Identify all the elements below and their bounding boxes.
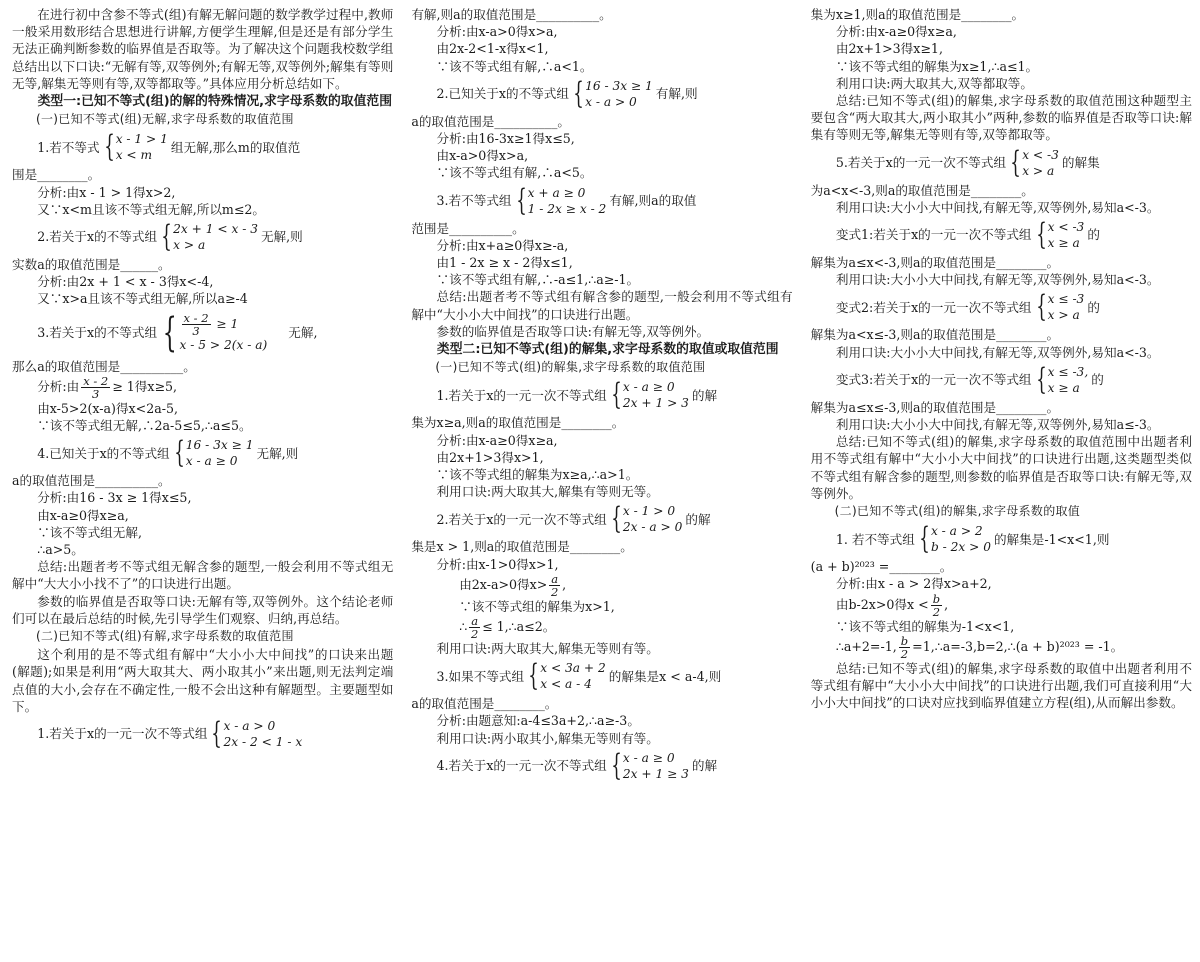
q3-denominator: 3 [192, 324, 200, 339]
type2-heading: 类型二:已知不等式(组)的解集,求字母系数的取值或取值范围 [436, 342, 779, 358]
variant3-question [811, 363, 1192, 397]
intro-paragraph: 在进行初中含参不等式(组)有解无解问题的数学教学过程中,教师一般采用数形结合思想进行讲解,方便学生理解,但是还是有部分学生无法正确判断参数的临界值是否取等。为了解决这个问题我校数学组总结出以下口诀:“无解有等,双等例外;有解无等,双等例外;解集有等则无等,解集无等则有等,双等都取等。”具体应用分析总结如下。 [12, 7, 394, 91]
q3-analysis: 由1 - 2x ≥ x - 2得x≤1, [436, 255, 573, 271]
q3-analysis-denominator: 3 [92, 386, 100, 401]
column-3 [811, 6, 1192, 962]
q6-fraction [899, 635, 910, 660]
variant2-row2: x > a [1047, 308, 1080, 323]
q5-question [12, 717, 393, 751]
q2-row2: x - a > 0 [585, 94, 637, 109]
variant1-text: 变式1:若关于x的一元一次不等式组 [835, 227, 1032, 243]
q3-blank: 范围是__________。 [411, 220, 525, 236]
q3-row1-rel: ≥ 1 [216, 317, 239, 332]
q2-question [12, 220, 393, 254]
q6-analysis: 分析:由x - a > 2得x>a+2, [835, 576, 992, 592]
q6-analysis-text-tail: =1,∴a=-3,b=2,∴(a + b)²⁰²³ = -1。 [912, 638, 1124, 654]
q1-blank: 围是________。 [12, 167, 101, 183]
q7-question [411, 749, 792, 783]
q2-analysis: ∵该不等式组有解,∴a<5。 [436, 165, 593, 181]
variant3-blank: 解集为a≤x≤-3,则a的取值范围是________。 [810, 399, 1060, 415]
q6-row1: x < 3a + 2 [540, 661, 606, 676]
q2-row1: 16 - 3x ≥ 1 [585, 78, 653, 93]
q6-analysis-text: 由b-2x>0得x < [835, 596, 929, 612]
q2-text-tail: 有解,则 [655, 86, 698, 102]
variant3-row1: x ≤ -3, [1047, 364, 1089, 379]
q5-fraction [549, 573, 560, 598]
q2-blank: a的取值范围是__________。 [411, 113, 570, 129]
variant2-question [811, 290, 1192, 324]
q5-denominator: 2 [470, 627, 479, 642]
variant2-mnemonic: 利用口诀:大小小大中间找,有解无等,双等例外,易知a<-3。 [835, 344, 1160, 360]
q6-row2: x < a - 4 [540, 677, 592, 692]
variant1-system: { x < -3 x ≥ a [1035, 217, 1085, 253]
q1-text-tail: 组无解,那么m的取值范 [170, 139, 301, 155]
q1-analysis: 分析:由x-a>0得x>a, [436, 24, 558, 40]
explanation-paragraph: 这个利用的是不等式组有解中“大小小大中间找”的口诀来出题(解题);如果是利用“两大取其大、两小取其小”来出题,则无法判定端点值的大小,会存在不确定性,一般不会出这种有解题型。主要题型如下。 [12, 647, 394, 714]
q6-denominator: 2 [900, 646, 909, 661]
q4-row1: 16 - 3x ≥ 1 [185, 438, 254, 453]
q2-analysis: 分析:由2x + 1 < x - 3得x<-4, [37, 274, 214, 290]
q4-system: { x - a ≥ 0 2x + 1 > 3 [611, 377, 689, 413]
q5-row2: 2x - 2 < 1 - x [223, 735, 303, 750]
q6-system: { x - a > 2 b - 2x > 0 [919, 521, 991, 557]
variant2-text-tail: 的 [1087, 299, 1100, 315]
q5-question [411, 502, 792, 536]
q3-text-tail: 有解,则a的取值 [609, 193, 697, 209]
q4-analysis: 由2x+1>3得x≥1, [835, 41, 943, 57]
q4-analysis: ∵该不等式组的解集为x≥1,∴a≤1。 [835, 58, 1039, 74]
variant2-system: { x ≤ -3 x > a [1035, 289, 1085, 325]
q2-system: { 2x + 1 < x - 3 x > a [161, 219, 258, 255]
section-has-solution-heading: (二)已知不等式(组)有解,求字母系数的取值范围 [36, 629, 294, 644]
q5-analysis [411, 615, 792, 640]
q6-numerator: b [900, 633, 909, 648]
summary-paragraph: 总结:已知不等式(组)的解集,求字母系数的取值范围这种题型主要包含“两大取其大,两小取其小”两种,参数的临界值是否取等口诀:解集有等则无等,解集无等则有等,双等都取等。 [810, 93, 1192, 143]
section-solution-set-range-heading: (一)已知不等式(组)的解集,求字母系数的取值范围 [435, 360, 706, 375]
q5-system: { x < -3 x > a [1010, 144, 1059, 180]
q5-row1: x - a > 0 [223, 719, 276, 734]
q3-fraction [182, 312, 211, 337]
summary-paragraph: 参数的临界值是否取等口诀:有解无等,双等例外。 [436, 323, 710, 339]
q3-analysis: ∵该不等式组无解,∴2a-5≤5,∴a≤5。 [37, 418, 252, 434]
q3-analysis: ∵该不等式组有解,∴-a≤1,∴a≥-1。 [436, 272, 640, 288]
q3-row2: x - 5 > 2(x - a) [179, 338, 268, 353]
q5-blank: 为a<x<-3,则a的取值范围是________。 [810, 182, 1034, 198]
variant1-row2: x ≥ a [1047, 236, 1080, 251]
q5-text: 2.若关于x的一元一次不等式组 [436, 511, 607, 527]
q5-system: { x - 1 > 0 2x - a > 0 [611, 501, 683, 537]
q6-analysis [811, 635, 1192, 660]
q3-analysis-text-tail: ≥ 1得x≥5, [112, 378, 178, 394]
variant3-text: 变式3:若关于x的一元一次不等式组 [835, 372, 1032, 388]
q3-question [12, 310, 393, 356]
q4-analysis: ∵该不等式组的解集为x≥a,∴a>1。 [436, 467, 639, 483]
q5-text-tail: 的解集 [1061, 155, 1100, 171]
column-1 [12, 6, 393, 962]
summary-paragraph: 总结:已知不等式(组)的解集,求字母系数的取值范围中出题者利用不等式组有解中“大小小大中间找”的口诀进行出题,这类题型类似不等式组有解含参的题型,则参数的临界值是否取等口诀:有解无等,双等例外。 [810, 434, 1192, 501]
q6-blank: a的取值范围是________。 [411, 696, 558, 712]
q5-row2: 2x - a > 0 [622, 520, 683, 535]
q2-analysis: 又∵x>a且该不等式组无解,所以a≥-4 [37, 291, 248, 307]
variant3-text-tail: 的 [1091, 372, 1104, 388]
q7-text-tail: 的解 [691, 758, 718, 774]
q6-denominator: 2 [932, 604, 941, 619]
q2-question [411, 77, 792, 111]
q5-analysis [411, 573, 792, 598]
q4-mnemonic: 利用口诀:两大取其大,双等都取等。 [835, 75, 1033, 91]
q3-text-tail: 无解, [288, 325, 318, 341]
q5-text: 1.若关于x的一元一次不等式组 [37, 726, 208, 742]
q4-mnemonic: 利用口诀:两大取其大,解集有等则无等。 [436, 484, 659, 500]
q1-row1: x - 1 > 1 [115, 132, 168, 147]
q5-numerator: a [471, 614, 479, 629]
q3-text: 3.若不等式组 [436, 193, 512, 209]
variant1-question [811, 218, 1192, 252]
q7-row1: x - a ≥ 0 [622, 750, 675, 765]
q4-analysis: 分析:由x-a≥0得x≥a, [835, 24, 957, 40]
q7-text: 4.若关于x的一元一次不等式组 [436, 758, 607, 774]
q4-system: { 16 - 3x ≥ 1 x - a ≥ 0 [173, 435, 254, 471]
q6-analysis-text: ∴a+2=-1, [835, 638, 897, 654]
q4-text: 4.已知关于x的不等式组 [37, 445, 170, 461]
q6-analysis [811, 593, 1192, 618]
q4-question [411, 378, 792, 412]
variant3-mnemonic: 利用口诀:大小小大中间找,有解无等,双等例外,易知a≤-3。 [835, 417, 1160, 433]
q2-system: { 16 - 3x ≥ 1 x - a > 0 [573, 75, 653, 111]
q5-question [811, 146, 1192, 180]
q2-text: 2.若关于x的不等式组 [37, 229, 158, 245]
q4-row2: x - a ≥ 0 [185, 454, 238, 469]
q4-text-tail: 的解 [691, 387, 718, 403]
q3-text: 3.若关于x的不等式组 [37, 325, 158, 341]
q5-mnemonic: 利用口诀:两大取其大,解集无等则有等。 [436, 641, 659, 657]
q6-numerator: b [932, 591, 941, 606]
summary-paragraph: 参数的临界值是否取等口诀:无解有等,双等例外。这个结论老师们可以在最后总结的时候,先引导学生们观察、归纳,再总结。 [12, 593, 394, 626]
type1-heading: 类型一:已知不等式(组)的解的特殊情况,求字母系数的取值范围 [37, 94, 392, 110]
q6-system: { x < 3a + 2 x < a - 4 [528, 658, 606, 694]
q6-analysis-text-tail: , [944, 596, 949, 612]
q4-row1: x - a ≥ 0 [622, 380, 675, 395]
q6-question [811, 522, 1192, 556]
q2-row1: 2x + 1 < x - 3 [173, 222, 258, 237]
q6-analysis: ∵该不等式组的解集为-1<x<1, [835, 618, 1015, 634]
q3-system: { $\frac{x - 2}{3}$ ≥ 1 x - 5 > 2(x - a) [162, 309, 268, 356]
q4-row2: 2x + 1 > 3 [622, 396, 689, 411]
q3-row2: 1 - 2x ≥ x - 2 [527, 201, 607, 216]
q1-analysis: 又∵x<m且该不等式组无解,所以m≤2。 [37, 201, 266, 217]
q5-analysis: ∵该不等式组的解集为x>1, [459, 598, 615, 614]
q1-text: 1.若不等式 [37, 139, 100, 155]
variant1-mnemonic: 利用口诀:大小小大中间找,有解无等,双等例外,易知a<-3。 [835, 272, 1160, 288]
q6-fraction [931, 593, 942, 618]
q4-analysis: 由2x+1>3得x>1, [436, 449, 544, 465]
q4-analysis: 由x-a≥0得x≥a, [37, 507, 129, 523]
q7-system: { x - a ≥ 0 2x + 1 ≥ 3 [611, 747, 689, 783]
q1-analysis: ∵该不等式组有解,∴a<1。 [436, 58, 593, 74]
variant2-text: 变式2:若关于x的一元一次不等式组 [835, 299, 1032, 315]
q3-analysis [12, 375, 393, 400]
q1-row2: x < m [115, 148, 153, 163]
q5-numerator: a [551, 571, 559, 586]
variant1-row1: x < -3 [1047, 220, 1085, 235]
q4-blank: 集为x≥1,则a的取值范围是________。 [810, 7, 1025, 22]
q1-system: { x - 1 > 1 x < m [103, 129, 168, 165]
q4-analysis: 分析:由16 - 3x ≥ 1得x≤5, [37, 490, 192, 506]
q5-fraction [469, 615, 480, 640]
q3-system: { x + a ≥ 0 1 - 2x ≥ x - 2 [515, 182, 607, 218]
q5-analysis-text-tail: , [562, 576, 567, 592]
q1-analysis: 由2x-2<1-x得x<1, [436, 41, 549, 57]
summary-paragraph: 总结:已知不等式(组)的解集,求字母系数的取值中出题者利用不等式组有解中“大小小大中间找”的口诀进行出题,我们可直接利用“大小小大中间找”的口诀对应找到临界值建立方程(组),从而解出参数。 [810, 660, 1192, 711]
q7-row2: 2x + 1 ≥ 3 [622, 766, 689, 781]
q5-system: { x - a > 0 2x - 2 < 1 - x [211, 716, 303, 752]
q5-mnemonic: 利用口诀:大小小大中间找,有解无等,双等例外,易知a<-3。 [835, 199, 1160, 215]
summary-paragraph: 总结:出题者考不等式组无解含参的题型,一般会利用不等式组无解中“大大小小找不了”的口诀进行出题。 [12, 559, 394, 592]
q4-question [12, 436, 393, 470]
variant2-blank: 解集为a<x≤-3,则a的取值范围是________。 [810, 327, 1060, 343]
q2-blank: 实数a的取值范围是______。 [12, 257, 171, 273]
section-solution-set-value-heading: (二)已知不等式(组)的解集,求字母系数的取值 [834, 504, 1081, 519]
q3-analysis: 由x-5>2(x-a)得x<2a-5, [37, 400, 179, 416]
q1-question [12, 130, 393, 164]
q4-analysis: ∵该不等式组无解, [37, 524, 142, 540]
q3-analysis-text: 分析:由 [37, 378, 80, 394]
q5-row1: x < -3 [1022, 147, 1059, 162]
q5-text-tail: 的解 [685, 511, 711, 527]
q1-blank: 有解,则a的取值范围是__________。 [411, 7, 612, 22]
q3-analysis: 分析:由x+a≥0得x≥-a, [436, 237, 569, 253]
q5-row2: x > a [1022, 163, 1055, 178]
variant1-blank: 解集为a≤x<-3,则a的取值范围是________。 [810, 255, 1060, 271]
q2-analysis: 分析:由16-3x≥1得x≤5, [436, 131, 575, 147]
q3-analysis-fraction [81, 375, 110, 400]
q5-row1: x - 1 > 0 [622, 504, 676, 519]
q2-text: 2.已知关于x的不等式组 [436, 86, 569, 102]
q2-row2: x > a [173, 238, 206, 253]
q5-analysis-text-tail: ≤ 1,∴a≤2。 [482, 619, 556, 635]
q4-text-tail: 无解,则 [256, 445, 299, 461]
q6-text: 1. 若不等式组 [835, 531, 915, 547]
q1-analysis: 分析:由x - 1 > 1得x>2, [37, 184, 176, 200]
column-2 [411, 6, 792, 962]
section-no-solution-heading: (一)已知不等式(组)无解,求字母系数的取值范围 [36, 112, 294, 127]
q6-question [411, 659, 792, 693]
summary-paragraph: 总结:出题者考不等式组有解含参的题型,一般会利用不等式组有解中“大小小大中间找”的口诀进行出题。 [411, 289, 793, 322]
q5-analysis: 分析:由x-1>0得x>1, [436, 556, 559, 572]
q6-row1: x - a > 2 [930, 524, 983, 539]
q2-analysis: 由x-a>0得x>a, [436, 148, 529, 164]
q3-row1: x + a ≥ 0 [527, 185, 586, 200]
q4-blank: 集为x≥a,则a的取值范围是________。 [411, 415, 625, 431]
variant3-row2: x ≥ a [1047, 380, 1080, 395]
q5-analysis-text: ∴ [459, 619, 468, 635]
q5-denominator: 2 [551, 584, 559, 599]
q6-text-tail: 的解集是x < a-4,则 [608, 668, 722, 684]
q6-row2: b - 2x > 0 [930, 540, 991, 555]
q6-text-tail: 的解集是-1<x<1,则 [993, 531, 1110, 547]
q3-row1 [180, 312, 268, 337]
q6-analysis: 分析:由题意知:a-4≤3a+2,∴a≥-3。 [436, 713, 640, 729]
variant3-system: { x ≤ -3, x ≥ a [1035, 361, 1089, 397]
q5-blank: 集是x > 1,则a的取值范围是________。 [411, 539, 633, 555]
variant1-text-tail: 的 [1087, 227, 1100, 243]
q4-analysis: 分析:由x-a≥0得x≥a, [436, 432, 558, 448]
q6-blank: (a + b)²⁰²³ =________。 [810, 559, 953, 575]
q6-text: 3.如果不等式组 [436, 668, 525, 684]
q3-analysis-numerator: x - 2 [83, 373, 109, 388]
variant2-row1: x ≤ -3 [1047, 292, 1085, 307]
q6-mnemonic: 利用口诀:两小取其小,解集无等则有等。 [436, 730, 659, 746]
q2-text-tail: 无解,则 [260, 229, 303, 245]
q3-question [411, 184, 792, 218]
q4-blank: a的取值范围是__________。 [12, 473, 171, 489]
q3-blank: 那么a的取值范围是__________。 [12, 358, 196, 374]
q4-text: 1.若关于x的一元一次不等式组 [436, 387, 607, 403]
q5-text: 5.若关于x的一元一次不等式组 [835, 155, 1007, 171]
q5-analysis-text: 由2x-a>0得x> [459, 576, 548, 592]
q3-numerator: x - 2 [183, 311, 209, 326]
q4-analysis: ∴a>5。 [37, 542, 84, 558]
